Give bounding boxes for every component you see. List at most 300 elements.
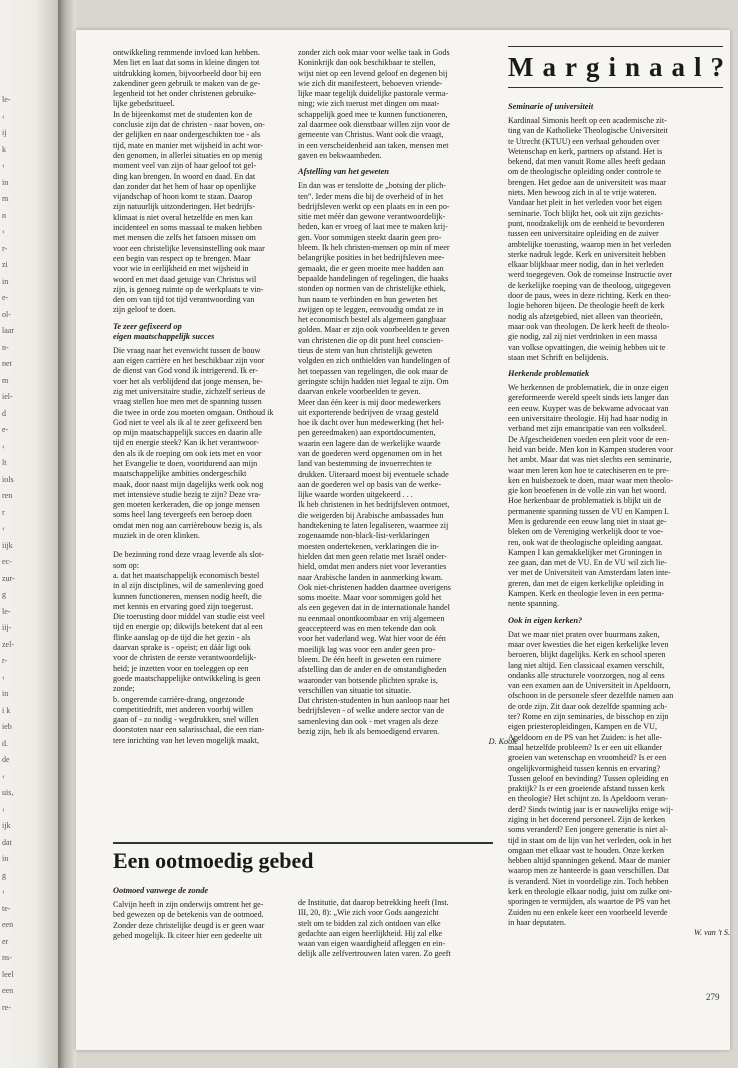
- text-line: met mensen die zelfs het fatsoen missen om: [113, 233, 256, 243]
- text-line: wijst niet op een levend geloof en degenen bij: [298, 68, 448, 78]
- text-line: elkaar blijkbaar meer nodig, dan in het verleden: [508, 260, 664, 270]
- text-line: conclusie zijn dat de christen - naar boven, on-: [113, 120, 265, 130]
- col1-heading: [113, 322, 323, 342]
- text-line: heid; je inzetten voor en toeleggen op een: [113, 663, 249, 673]
- article-title: Een ootmoedig gebed: [113, 848, 314, 873]
- margin-fragment: in: [2, 689, 9, 698]
- text-line: tieus de stem van hun christelijk geweten: [298, 346, 433, 356]
- text-line: permanente spanning tussen de VU en Kampen I.: [508, 506, 669, 516]
- page-number: 279: [706, 992, 720, 1002]
- text-line: stonden op normen van de christelijke ethiek,: [298, 284, 446, 294]
- text-line: door de paus, wees in deze richting. Kerk en theo-: [508, 291, 672, 301]
- text-line: als een gegeven dat in de internationale handel: [298, 603, 450, 613]
- margin-fragment: d.: [2, 738, 8, 748]
- text-line: De Afgescheidenen voeden een pleit voor de een-: [508, 434, 670, 444]
- col1-list: [113, 550, 323, 746]
- col1-body: [113, 346, 323, 542]
- text-line: praktijk? Is er een groeiende afstand tussen kerk: [508, 784, 665, 794]
- text-line: ding kan brengen. In woord en daad. En dat: [113, 171, 256, 181]
- text-line: en theologie? Het schijnt zo. Is Apeldoorn veran-: [508, 794, 668, 804]
- text-line: den als ik de roeping om ook iets met en voor: [113, 448, 262, 458]
- text-line: bepaalde handelingen of regelingen, die haaks: [298, 273, 449, 283]
- text-line: voer het als verblijdend dat jonge mensen, be-: [113, 376, 263, 386]
- text-line: ongelijkvormigheid tussen kennis en ervaring?: [508, 763, 661, 773]
- text-line: Kampen I kan gemakkelijker met Groningen in: [508, 547, 662, 557]
- text-line: Zonder deze christelijke deugd is er geen waar: [113, 920, 265, 930]
- text-line: aan de goederen wel op basis van de werke-: [298, 479, 442, 489]
- bottom-heading: Ootmoed vanwege de zonde: [113, 886, 209, 895]
- text-line: van de goederen werd opgenomen om in het: [298, 448, 443, 458]
- text-line: waan van eigen waardigheid afleggen en ein-: [298, 939, 446, 949]
- text-line: in al zijn disciplines, wil de samenleving goed: [113, 581, 264, 591]
- margin-fragment: m: [2, 194, 9, 203]
- text-line: de dienst van God vond ik intrigerend. Ik er-: [113, 366, 258, 376]
- text-line: hun naam te verbinden en hun geweten het: [298, 294, 438, 304]
- text-line: tijd en energie steek? Kan ik het verantwoor-: [113, 438, 260, 448]
- margin-fragment: de: [2, 755, 10, 764]
- text-line: bedrijfsleven - of welke andere sector van de: [298, 706, 444, 716]
- text-line: greren, dan met de eigen kerkelijke opleiding in: [508, 578, 664, 588]
- text-line: nu eenmaal onontkoombaar en vrij algemeen: [298, 613, 445, 623]
- margin-fragment: re-: [2, 1002, 11, 1012]
- text-line: Ook niet-christenen hadden daarmee overigens: [298, 582, 451, 592]
- text-line: bekend, dat men vanuit Rome alles heeft gedaan: [508, 157, 666, 167]
- text-line: heden, kan er vroeg of laat mee te maken krij-: [298, 222, 448, 232]
- text-line: gereformeerde wereld speelt sinds iets langer dan: [508, 393, 669, 403]
- text-line: waar men leren kon hoe te catechiseren en te pre-: [508, 465, 669, 475]
- text-line: heid van beide. Men kon in Kampen studeren voor: [508, 444, 673, 454]
- text-line: bleem. De één heeft in geweten een ruimere: [298, 654, 442, 664]
- text-line: woord en met daad getuige van Christus wil: [113, 274, 257, 284]
- text-line: verschillen van situatie tot situatie.: [298, 685, 412, 695]
- margin-fragment: k: [2, 144, 6, 154]
- text-line: lijke maar tegelijk duidelijke pastorale verma-: [298, 89, 449, 99]
- text-line: zijn geloof te doen.: [113, 305, 176, 315]
- text-line: III, 20, 8): „Wie zich voor Gods aangezicht: [298, 908, 439, 918]
- marginaal-title: Marginaal?: [508, 52, 733, 82]
- text-line: zig met universitaire studie, zichzelf serieus de: [113, 386, 266, 396]
- margin-fragment: iij-: [2, 623, 12, 632]
- text-line: Calvijn heeft in zijn onderwijs omtrent het ge-: [113, 900, 264, 909]
- text-line: op mijn maatschappelijk succes en daarin alle: [113, 428, 262, 438]
- margin-fragment: zel-: [2, 639, 14, 649]
- text-line: Kardinaal Simonis heeft op een academische zit-: [508, 116, 667, 125]
- text-line: uitdrukking komen, bijvoorbeeld door bij een: [113, 68, 262, 78]
- text-line: afstelling dan de ander en de omstandigheden: [298, 665, 447, 675]
- text-line: maal hetzelfde probleem? Is er een uit elkander: [508, 742, 663, 752]
- text-line: zogenaamde non-black-list-verklaringen: [298, 531, 430, 541]
- margin-fragment: laar: [2, 326, 14, 335]
- text-line: ziging in het docerend personeel. Zijn de kerken: [508, 815, 666, 824]
- text-line: Meer dan één keer is mij door medewerkers: [298, 397, 441, 407]
- margin-fragment: d: [2, 408, 6, 418]
- text-line: voor wie in eerlijkheid en met wijsheid in: [113, 264, 249, 274]
- text-line: gaven en bekwaamheden.: [298, 150, 382, 160]
- margin-fragment: in: [2, 177, 9, 187]
- text-line: met intensieve studie bezig te zijn? Deze vra-: [113, 489, 261, 499]
- margin-fragment: er: [2, 936, 9, 946]
- text-line: bleken om de Vereniging werkelijk door te voe-: [508, 527, 664, 537]
- text-line: delijk alle zelfvertrouwen laten varen. Zo geeft: [298, 949, 451, 959]
- col1-intro: [113, 48, 323, 316]
- text-line: Apeldoorn en de PS van het Zuiden: is het alle-: [508, 732, 663, 742]
- title-rule-top: [508, 46, 723, 47]
- text-line: gie kon beoefenen in de volle zin van het woord.: [508, 486, 667, 496]
- text-line: beroeren, blijkt dagelijks. Kerk en school speren: [508, 650, 666, 660]
- text-line: zonde;: [113, 684, 135, 694]
- text-line: Die toerusting door middel van studie eist veel: [113, 612, 265, 622]
- margin-fragment: ij: [2, 128, 7, 137]
- text-line: hielden dat men geen relatie met Israël onder-: [298, 551, 447, 561]
- margin-fragment: zur-: [2, 573, 15, 583]
- text-line: sterke nadruk legde. Kerk en universiteit hebben: [508, 249, 666, 259]
- text-line: gen moeten kerkeraden, die op jonge mensen: [113, 500, 260, 510]
- text-line: het ambt. Maar dat was niet slechts een seminarie,: [508, 455, 672, 465]
- facing-page-edge: [0, 0, 58, 1068]
- margin-fragment: ‹: [2, 771, 5, 781]
- margin-fragment: ieb: [2, 722, 12, 731]
- text-line: daarvan enkele voorbeelden te geven.: [298, 387, 421, 397]
- margin-fragment: m: [2, 375, 9, 385]
- text-line: zijn natuurlijk uitzonderingen. Het bedrijfs-: [113, 202, 255, 212]
- section-rule: [113, 842, 493, 844]
- text-line: ken en huisbezoek te doen, maar waar men theolo-: [508, 475, 673, 485]
- text-line: lang niet altijd. Een classicaal examen verschilt,: [508, 660, 665, 670]
- text-line: nodig als afzetgebied, niet alleen van theorieën,: [508, 311, 663, 321]
- text-line: groeien van wetenschap en vroomheid? Is er een: [508, 753, 667, 763]
- margin-fragment: ‹: [2, 111, 5, 121]
- margin-fragment: ec-: [2, 557, 12, 566]
- text-line: schappelijk goed mee te kunnen functioneren,: [298, 109, 448, 119]
- text-line: der gelijken en naar ondergeschikten toe - als: [113, 130, 261, 140]
- text-line: gemaakt, die er geen moeite mee hadden aan: [298, 263, 444, 273]
- text-line: Kampen. Kerk en theologie leven in een perma-: [508, 589, 665, 599]
- column-2: [298, 48, 518, 748]
- text-line: kerk en theologie elkaar nodig, juist om zulke ont-: [508, 887, 673, 897]
- text-line: In de bijeenkomst met de studenten kon de: [113, 109, 253, 119]
- text-line: de kerkelijke roeping van de theoloog, uitgegeven: [508, 280, 671, 290]
- text-line: brengen. Het gedoe aan de universiteit was maar: [508, 177, 666, 187]
- text-line: De bezinning rond deze vraag leverde als slot-: [113, 550, 264, 560]
- text-line: bleem. Ik heb christen-mensen op min of meer: [298, 243, 450, 253]
- text-line: het toepassen van regelingen, die ook maar de: [298, 366, 448, 376]
- text-line: handtekening te laten legaliseren, waarmee zij: [298, 521, 449, 531]
- text-line: eigen maatschappelijk succes: [113, 331, 215, 341]
- text-line: voor de christen de eerste verantwoordelijk-: [113, 653, 257, 663]
- text-line: vijandschap of hoon komt te staan. Daarop: [113, 192, 253, 202]
- text-line: omgaan met elkaar vast te houden. Onze kerken: [508, 845, 665, 855]
- margin-fragment: in: [2, 854, 9, 863]
- text-line: competitiedrift, met anderen voorbij willen: [113, 704, 254, 714]
- text-line: land van bestemming de invoerrechten te: [298, 459, 432, 469]
- text-line: ning; wie zich toerust met dingen om maat-: [298, 99, 440, 109]
- text-line: Te zeer gefixeerd op: [113, 321, 182, 331]
- text-line: den om van tijd tot tijd verantwoording van: [113, 295, 255, 305]
- text-line: uit exporterende bedrijven de vraag gesteld: [298, 407, 439, 417]
- text-line: tijd in staat om de lijn van het verleden, ook in het: [508, 835, 672, 845]
- text-line: som op:: [113, 560, 139, 570]
- text-line: voor een christelijke levensinstelling ook maar: [113, 243, 265, 253]
- text-line: hebben altijd spanningen gekend. Maar de manier: [508, 856, 671, 866]
- text-line: Hoe herkenbaar de problematiek is blijkt uit de: [508, 496, 662, 506]
- text-line: een begin van respect op te brengen. Maar: [113, 253, 251, 263]
- text-line: Koninkrijk dan ook beschikbaar te stellen,: [298, 58, 436, 68]
- col3-heading-3: Ook in eigen kerken?: [508, 615, 583, 625]
- text-line: naar Arabische landen in aanmerking kwam.: [298, 572, 443, 582]
- text-line: flinke aanslag op de tijd die het gezin - als: [113, 632, 251, 642]
- text-line: zee gaan, dan met de VU. En de VU wil zich lie-: [508, 558, 667, 568]
- text-line: ondanks alle structurele voorzorgen, nog al eens: [508, 670, 665, 680]
- text-line: bedrijfsleven werkt op een plaats en in een po-: [298, 201, 450, 211]
- text-line: ting van de Katholieke Theologische Universiteit: [508, 126, 668, 136]
- text-line: golden. Maar er zijn ook voorbeelden te geven: [298, 325, 450, 335]
- text-line: waarop men ze hanteerde is gaan verschillen. Dat: [508, 866, 670, 876]
- text-line: logie behoren bijeen. De theologie heeft de kerk: [508, 301, 665, 311]
- margin-fragment: leel: [2, 969, 14, 979]
- text-line: moment veel van zijn of haar geloof tot gel-: [113, 161, 257, 171]
- text-line: zakendiner geen gebruik te maken van de ge-: [113, 78, 261, 88]
- margin-fragment: le-: [2, 606, 11, 616]
- text-line: is veranderd. Niet in voordelige zin. Toch hebben: [508, 876, 669, 886]
- text-line: Zuiden nu een enkele keer een voorbeeld leverde: [508, 907, 668, 917]
- text-line: gaan of - zo nodig - wegdrukken, snel willen: [113, 715, 259, 725]
- text-line: Dat christen-studenten in hun aanloop naar het: [298, 696, 450, 706]
- col3-body-2: [508, 383, 730, 610]
- text-line: Wetenschap en kerk, partners op afstand. Het is: [508, 146, 663, 156]
- text-line: omdat men nog aan carrièrebouw bezig is, als: [113, 520, 262, 530]
- margin-fragment: ren: [2, 491, 13, 500]
- text-line: gie nodig, zal zij niet verdrinken in een massa: [508, 332, 658, 342]
- margin-fragment: i k: [2, 705, 11, 715]
- text-line: een eeuw. Kuyper was de bekwame advocaat van: [508, 403, 669, 413]
- margin-fragment: ol-: [2, 309, 11, 319]
- text-line: gen. Voor sommigen steekt daarin geen pro-: [298, 232, 442, 242]
- text-line: in haar deputaten.: [508, 917, 566, 927]
- text-line: vraag stellen hoe men met de spanning tussen: [113, 397, 262, 407]
- text-line: niets. Men bewoog zich in al te vrije wateren.: [508, 188, 657, 198]
- col3-heading-1: Seminarie of universiteit: [508, 102, 594, 111]
- col3-signature: W. van 't S.: [694, 928, 730, 938]
- text-line: punt, noodzakelijk om de eenheid te bevorderen: [508, 218, 665, 228]
- text-line: dan zonder dat het hem of haar op openlijke: [113, 181, 257, 191]
- margin-fragment: iijk: [2, 540, 13, 550]
- text-line: gedachte aan eigen heerlijkheid. Hij zal elke: [298, 928, 443, 938]
- text-line: belangrijke posities in het bedrijfsleven mee-: [298, 253, 445, 263]
- text-line: maak, door naast mijn dagelijks werk ook nog: [113, 479, 264, 489]
- text-line: tijd en energie op; dikwijls betekent dat al een: [113, 622, 263, 632]
- text-line: soms veranderd? Een jongere generatie is niet al-: [508, 825, 668, 835]
- text-line: te Utrecht (KTUU) een verhaal gehouden over: [508, 136, 660, 146]
- text-line: in een verscheidenheid aan taken, mensen met: [298, 140, 449, 150]
- margin-fragment: ‹: [2, 804, 5, 814]
- column-1: [113, 48, 323, 746]
- margin-fragment: ‹: [2, 161, 5, 170]
- text-line: gemeente van Christus. Want ook die vraagt,: [298, 130, 444, 140]
- margin-fragment: r: [2, 507, 5, 517]
- text-line: Dat we maar niet praten over buurmans zaken,: [508, 629, 660, 639]
- margin-fragment: g: [2, 590, 6, 599]
- text-line: gebed mogelijk. Ik citeer hier een gedeelte uit: [113, 930, 262, 940]
- margin-fragment: ‹: [2, 441, 5, 451]
- text-line: die twee in orde zou moeten omgaan. Onthoud ik: [113, 407, 274, 417]
- text-line: a. dat het maatschappelijk economisch bestel: [113, 570, 260, 580]
- text-line: om de theologische opleiding onder controle te: [508, 167, 661, 177]
- text-line: voor het vaderland weg. Wat hier voor de één: [298, 634, 446, 644]
- text-line: werd toegegeven. Ook de romeinse Instructie over: [508, 270, 673, 280]
- text-line: stelt om te bidden zal zich ontdoen van elke: [298, 918, 441, 928]
- text-line: moeilijk lag was voor een ander geen pro-: [298, 644, 435, 654]
- bottom-col-2: [298, 898, 498, 960]
- text-line: ver met de Universiteit van Amsterdam laten inte-: [508, 568, 671, 578]
- text-line: God niet te veel als ik al te zeer gefixeerd ben: [113, 417, 262, 427]
- margin-fragment: uis,: [2, 788, 14, 797]
- col3-heading-2: Herkende problematiek: [508, 369, 590, 379]
- margin-fragment: ‹: [2, 227, 5, 236]
- text-line: tijd, mate en manier met wijsheid in acht wor-: [113, 140, 263, 150]
- text-line: aan eigen carrière en het beschikbaar zijn voor: [113, 356, 265, 366]
- margin-fragment: te-: [2, 903, 11, 913]
- text-line: zwijgen op te leggen, eenvoudig omdat ze in: [298, 304, 444, 314]
- text-line: lijke gebedsritueel.: [113, 99, 175, 109]
- column-3: [508, 96, 730, 939]
- col2-signature: D. Koole: [488, 737, 518, 747]
- text-line: ter? Rome en zijn seminaries, de bisschop en zijn: [508, 712, 669, 722]
- text-line: Tussen geloof en bevinding? Tussen opleiding en: [508, 773, 669, 783]
- margin-fragment: ‹: [2, 887, 5, 896]
- text-line: We herkennen de problematiek, die in onze eigen: [508, 383, 669, 393]
- margin-fragment: iel-: [2, 392, 13, 401]
- text-line: soms heel lang tevergeefs een beroep doen: [113, 510, 252, 520]
- text-line: bezig zijn, heb ik als bemoedigend ervaren.: [298, 727, 440, 736]
- margin-fragment: iols: [2, 474, 14, 484]
- text-line: maatschappelijke ambities ondergeschikt: [113, 469, 247, 479]
- text-line: doorstoten naar een salarisschaal, die een rian-: [113, 725, 265, 735]
- text-line: waarin een lagere dan de werkelijke waarde: [298, 438, 441, 448]
- text-line: seminarie. Toch blijkt het, ook uit zijn gezichts-: [508, 208, 664, 218]
- text-line: tussen een universitaire opleiding en de zuiver: [508, 229, 659, 239]
- text-line: lijke waarde worden uitgekeerd . . .: [298, 490, 413, 500]
- text-line: die weigerden bij Arabische ambassades hun: [298, 510, 444, 520]
- text-line: ontwikkeling remmende invloed kan hebben.: [113, 48, 260, 57]
- text-line: de orde zijn. Zit daar ook dezelfde spanning ach-: [508, 701, 668, 711]
- margin-fragment: ‹: [2, 672, 5, 682]
- bottom-col1-text: [113, 900, 303, 941]
- text-line: drukken. Uiteraard moest bij eventuele schade: [298, 469, 449, 479]
- text-line: hield, omdat men anders niet voor leveranties: [298, 562, 447, 572]
- text-line: hoe ik dacht over hun medewerking (het hel-: [298, 418, 444, 428]
- col2-intro: [298, 48, 518, 161]
- text-line: sitie met méér dan gewone verantwoordelijk-: [298, 212, 446, 222]
- col2-heading: Afstelling van het geweten: [298, 167, 389, 177]
- margin-fragment: een: [2, 986, 14, 995]
- text-line: soms moeite. Maar voor sommigen gold het: [298, 593, 442, 603]
- text-line: moesten ondertekenen, verklaringen die in-: [298, 541, 440, 551]
- text-line: zijn, is genoeg ruimte op de werkplaats te vin-: [113, 284, 264, 294]
- text-line: samenleving dan ook - met vragen als deze: [298, 716, 439, 726]
- text-line: Vandaar het pleit in het verleden voor het eigen: [508, 198, 662, 208]
- text-line: muziek in de oren klinken.: [113, 531, 200, 541]
- margin-fragment: ijk: [2, 821, 11, 830]
- text-line: bed gewezen op de betekenis van de ootmoed.: [113, 910, 264, 920]
- text-line: Ik heb christenen in het bedrijfsleven ontmoet,: [298, 500, 450, 510]
- title-rule-bottom: [508, 87, 723, 88]
- margin-fragment: e-: [2, 293, 9, 302]
- text-line: maar ook van theologen. De kerk heeft de theolo-: [508, 321, 670, 331]
- text-line: van volkse opvattingen, die weinig hebben uit te: [508, 342, 666, 352]
- text-line: goede maatschappelijke ontwikkeling is geen: [113, 673, 261, 683]
- text-line: ten”. Ieder mens die bij de overheid of in het: [298, 191, 444, 201]
- text-line: Men liet en laat dat soms in kleine dingen tot: [113, 58, 260, 68]
- text-line: sporingen te vermijden, als waartoe de PS van het: [508, 897, 671, 907]
- margin-fragment: in: [2, 276, 9, 286]
- col2-body: [298, 181, 518, 737]
- text-line: wie zich dit manifesteert, behoeven vriende-: [298, 78, 443, 88]
- text-line: zonder zich ook maar voor welke taak in Gods: [298, 48, 450, 57]
- text-line: ambtelijke toerusting, waarop men in het verleden: [508, 239, 672, 249]
- text-line: tere inrichting van het leven mogelijk maakt,: [113, 735, 259, 745]
- margin-fragment: een: [2, 920, 14, 929]
- text-line: staan met Schrift en belijdenis.: [508, 352, 609, 362]
- margin-fragment: r-: [2, 656, 8, 665]
- text-line: Men is gedurende een eeuw lang niet in staat ge-: [508, 516, 667, 526]
- text-line: het economisch bestel als algemeen gangbaar: [298, 315, 446, 325]
- margin-fragment: ns-: [2, 953, 12, 962]
- text-line: ren, ook wat de theologische opleiding aangaat.: [508, 537, 663, 547]
- text-line: legenheid tot het onder christenen gebruike-: [113, 89, 257, 99]
- text-line: pen gereedmaken) aan exportdocumenten,: [298, 428, 436, 438]
- margin-fragment: r-: [2, 243, 8, 253]
- text-line: Die vraag naar het evenwicht tussen de bouw: [113, 345, 261, 355]
- text-line: den genomen, in allerlei situaties en op menig: [113, 150, 263, 160]
- margin-fragment: ‹: [2, 524, 5, 533]
- bottom-col-1: [113, 880, 303, 941]
- col3-body-3: [508, 630, 730, 929]
- text-line: b. ongeremde carrière-drang, ongezonde: [113, 694, 245, 704]
- margin-fragment: lt: [2, 458, 7, 467]
- text-line: waaronder van botsende plichten sprake is,: [298, 675, 438, 685]
- text-line: verband met zijn emancipatie van een volksdeel.: [508, 424, 667, 434]
- document-page: [76, 30, 733, 1050]
- text-line: kunnen functioneren, mensen nodig heeft, die: [113, 591, 262, 601]
- text-line: geaccepteerd was en men tekende dan ook: [298, 624, 437, 634]
- text-line: nente spanning.: [508, 599, 559, 609]
- margin-fragment: le-: [2, 95, 11, 104]
- text-line: ofschoon in de personele sfeer dezelfde namen aan: [508, 691, 674, 701]
- text-line: incidenteel en soms massaal te maken hebben: [113, 223, 262, 233]
- text-line: derd? Sinds twintig jaar is er nauwelijks enige wij-: [508, 804, 674, 814]
- text-line: geringste schijn hadden niet legaal te zijn. Om: [298, 376, 449, 386]
- text-line: En dan was er tenslotte de „botsing der plich-: [298, 181, 447, 191]
- text-line: met kennis en ervaring goed zijn toegerust.: [113, 601, 254, 611]
- text-line: van christenen die op dit punt heel conscien-: [298, 335, 444, 345]
- text-line: van een examen aan de Universiteit in Apeldoorn,: [508, 681, 671, 691]
- text-line: eigen priesteropleidingen, Kampen en de VU,: [508, 722, 657, 732]
- margin-fragment: n: [2, 210, 6, 220]
- margin-fragment: dat: [2, 837, 12, 847]
- text-line: zal daarmee ook dienstbaar willen zijn voor de: [298, 120, 450, 130]
- margin-fragment: e-: [2, 425, 9, 434]
- margin-fragment: net: [2, 359, 12, 368]
- margin-fragment: n-: [2, 342, 9, 352]
- text-line: een universitaire theologie. Hij had haar nodig in: [508, 414, 668, 424]
- text-line: de Institutie, dat daarop betrekking heeft (Inst.: [298, 898, 449, 907]
- col3-body-1: [508, 116, 730, 363]
- book-gutter: [58, 0, 76, 1068]
- text-line: maar over kwesties die het eigen kerkelijke leven: [508, 639, 669, 649]
- text-line: klimaat is niet overal hetzelfde en men kan: [113, 212, 253, 222]
- text-line: het Evangelie te doen, voortdurend aan mijn: [113, 458, 258, 468]
- margin-fragment: g: [2, 870, 6, 880]
